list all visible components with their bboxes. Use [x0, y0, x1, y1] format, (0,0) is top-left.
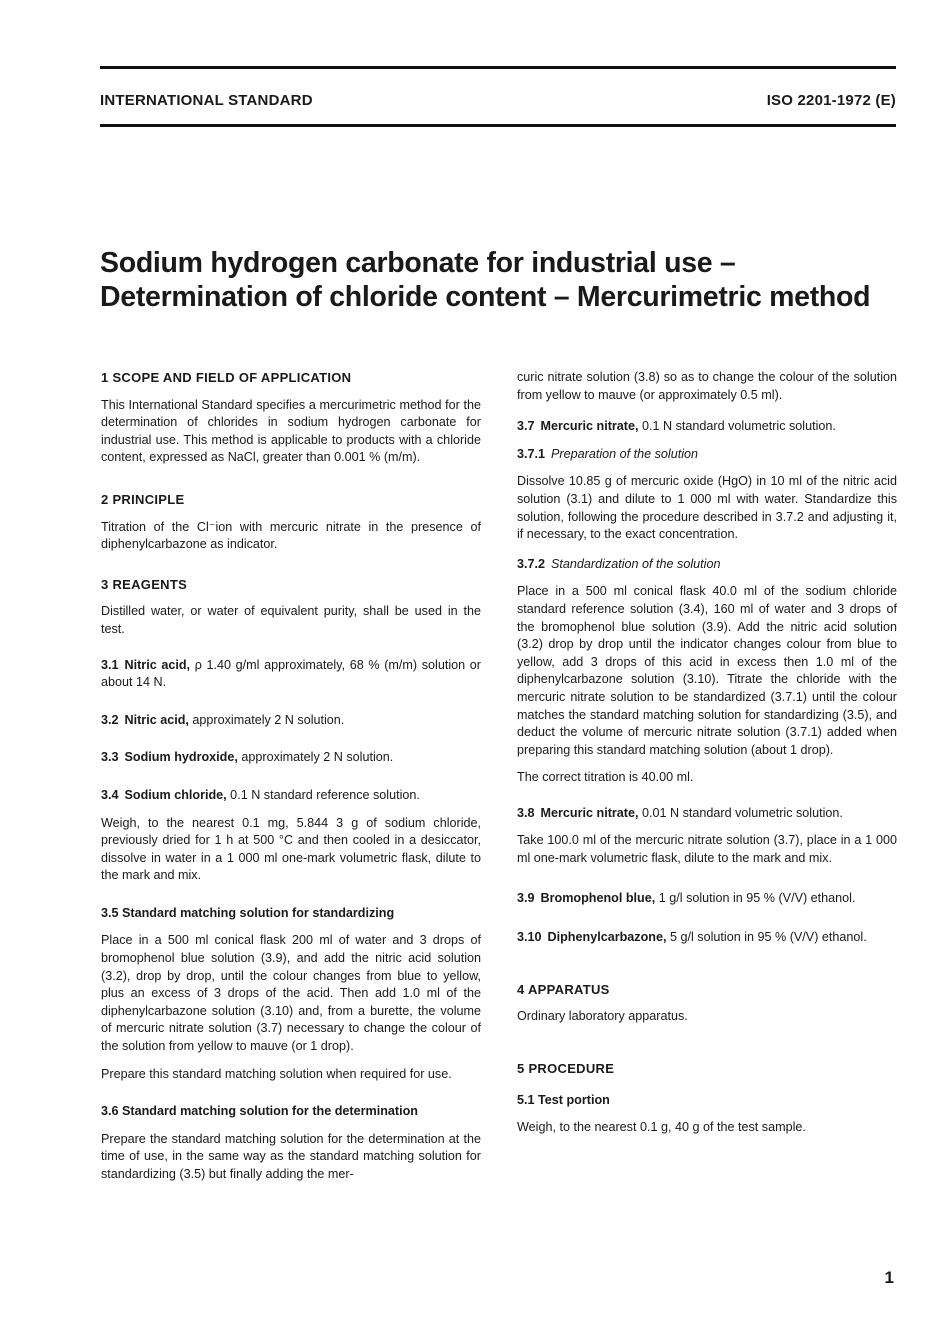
clause-3-4-body: Weigh, to the nearest 0.1 mg, 5.844 3 g of sodium chloride, previously dried for 1 h at 500 °C and then cooled in a desiccator, dissolve in water in a 1 000 ml one-mark volumetric flask, dilute to the mark and mix. [101, 815, 481, 883]
section-4-text: Ordinary laboratory apparatus. [517, 1009, 688, 1024]
clause-3-10-text: 5 g/l solution in 95 % (V/V) ethanol. [666, 930, 867, 945]
title-line-2: Determination of chloride content – Mercurimetric method [100, 281, 871, 313]
clause-3-7-2-num: 3.7.2 [517, 556, 546, 571]
clause-5-1-heading: 5.1 Test portion [517, 1092, 610, 1107]
clause-3-9-num: 3.9 [517, 890, 535, 905]
header-rule [100, 124, 896, 127]
clause-3-7-1-text: Dissolve 10.85 g of mercuric oxide (HgO) in 10 ml of the nitric acid solution (3.1) and dilute to 1 000 ml with water. Standardize this solution, following the procedure described in 3.7.2 and adjusting it, if necessary, to the exact concentration. [517, 474, 897, 542]
clause-3-1-num: 3.1 [101, 657, 119, 672]
clause-3-2-text: approximately 2 N solution. [188, 712, 345, 727]
clause-3-3-name: Sodium hydroxide, [124, 750, 238, 765]
clause-3-4-text: 0.1 N standard reference solution. [226, 787, 420, 802]
clause-3-4 [101, 787, 481, 805]
clause-3-9-name: Bromophenol blue, [540, 890, 656, 905]
clause-3-8 [517, 805, 897, 823]
clause-5-1-text: Weigh, to the nearest 0.1 g, 40 g of the test sample. [517, 1120, 806, 1135]
clause-3-10-name: Diphenylcarbazone, [547, 930, 667, 945]
clause-3-10 [517, 929, 897, 947]
clause-3-7-2-text: Place in a 500 ml conical flask 40.0 ml of the sodium chloride standard reference solution (3.4), 160 ml of water and 3 drops of the bromophenol blue solution (3.9). Add the nitric acid solution (3.2) drop by drop until the indicator changes colour from blue to yellow, add 3 drops of this acid in excess then 1.0 ml of the diphenylcarbazone solution (3.10). Titrate the chloride with the mercuric nitrate solution to be standardized (3.7.1) until the colour matches the standard matching solution for standardizing (3.5), and deduct the volume of mercuric nitrate solution (3.7.1) added when preparing this standard matching solution (about 1 drop). [517, 584, 897, 757]
clause-3-8-name: Mercuric nitrate, [540, 805, 639, 820]
page-number: 1 [884, 1268, 894, 1287]
clause-3-7-text: 0.1 N standard volumetric solution. [638, 419, 836, 434]
clause-3-9-text: 1 g/l solution in 95 % (V/V) ethanol. [655, 890, 856, 905]
clause-3-7-2-result: The correct titration is 40.00 ml. [517, 770, 694, 785]
clause-3-7-num: 3.7 [517, 419, 535, 434]
clause-3-2-name: Nitric acid, [124, 712, 189, 727]
clause-3-7 [517, 418, 897, 436]
clause-3-5-heading: 3.5 Standard matching solution for standardizing [101, 905, 395, 920]
clause-3-8-num: 3.8 [517, 805, 535, 820]
clause-3-1-text: ρ 1.40 g/ml approximately, 68 % (m/m) solution or about 14 N. [101, 657, 481, 690]
clause-3-1-name: Nitric acid, [124, 657, 191, 672]
clause-3-10-num: 3.10 [517, 930, 542, 945]
section-2-text: Titration of the Cl⁻ion with mercuric nitrate in the presence of diphenylcarbazone as indicator. [101, 519, 481, 552]
section-1-text: This International Standard specifies a mercurimetric method for the determination of chlorides in sodium hydrogen carbonate for industrial use. This method is applicable to products with a chloride content, expressed as NaCl, greater than 0.001 % (m/m). [101, 397, 481, 465]
clause-3-8-body: Take 100.0 ml of the mercuric nitrate solution (3.7), place in a 1 000 ml one-mark volumetric flask, dilute to the mark and mix. [517, 833, 897, 866]
clause-3-3 [101, 749, 481, 767]
clause-3-7-1-num: 3.7.1 [517, 446, 546, 461]
clause-3-9 [517, 890, 897, 908]
clause-3-4-name: Sodium chloride, [124, 787, 227, 802]
header-right: ISO 2201-1972 (E) [766, 92, 896, 109]
section-1-heading: 1 SCOPE AND FIELD OF APPLICATION [101, 370, 352, 385]
clause-3-6-text: Prepare the standard matching solution for the determination at the time of use, in the same way as the standard matching solution for standardizing (3.5) but finally adding the mer- [101, 1131, 481, 1181]
clause-3-7-1-heading [517, 446, 897, 464]
clause-3-1 [101, 657, 481, 692]
clause-3-7-name: Mercuric nitrate, [540, 419, 639, 434]
clause-3-4-num: 3.4 [101, 787, 119, 802]
title-line-1: Sodium hydrogen carbonate for industrial use – [100, 247, 736, 279]
section-3-heading: 3 REAGENTS [101, 576, 188, 592]
section-4-heading: 4 APPARATUS [517, 981, 610, 997]
right-column [517, 369, 897, 1147]
clause-3-7-1-title: Preparation of the solution [551, 446, 699, 461]
clause-3-8-text: 0.01 N standard volumetric solution. [638, 805, 843, 820]
clause-3-6-heading: 3.6 Standard matching solution for the determination [101, 1104, 418, 1119]
clause-3-5-text-1: Place in a 500 ml conical flask 200 ml of water and 3 drops of bromophenol blue solution (3.9), and add the nitric acid solution (3.2), drop by drop, until the colour changes from blue to yellow, plus an excess of 3 drops of the acid. Then add 1.0 ml of the diphenylcarbazone solution (3.10) and, from a burette, the volume of mercuric nitrate solution (3.7) necessary to change the colour of the solution from yellow to mauve (or 1 drop). [101, 933, 481, 1054]
document-title [100, 246, 900, 314]
clause-3-7-2-title: Standardization of the solution [551, 556, 721, 571]
clause-3-7-2-heading [517, 556, 897, 574]
header-left: INTERNATIONAL STANDARD [100, 92, 313, 109]
clause-3-3-num: 3.3 [101, 750, 119, 765]
clause-3-2-num: 3.2 [101, 712, 119, 727]
left-column [101, 369, 481, 1194]
clause-3-5-text-2: Prepare this standard matching solution when required for use. [101, 1066, 452, 1081]
top-rule [100, 66, 896, 69]
section-3-text: Distilled water, or water of equivalent purity, shall be used in the test. [101, 604, 481, 636]
continued-text: curic nitrate solution (3.8) so as to change the colour of the solution from yellow to mauve (or approximately 0.5 ml). [517, 370, 897, 402]
section-5-heading: 5 PROCEDURE [517, 1061, 615, 1077]
clause-3-2 [101, 712, 481, 730]
clause-3-3-text: approximately 2 N solution. [237, 750, 394, 765]
section-2-heading: 2 PRINCIPLE [101, 491, 185, 507]
